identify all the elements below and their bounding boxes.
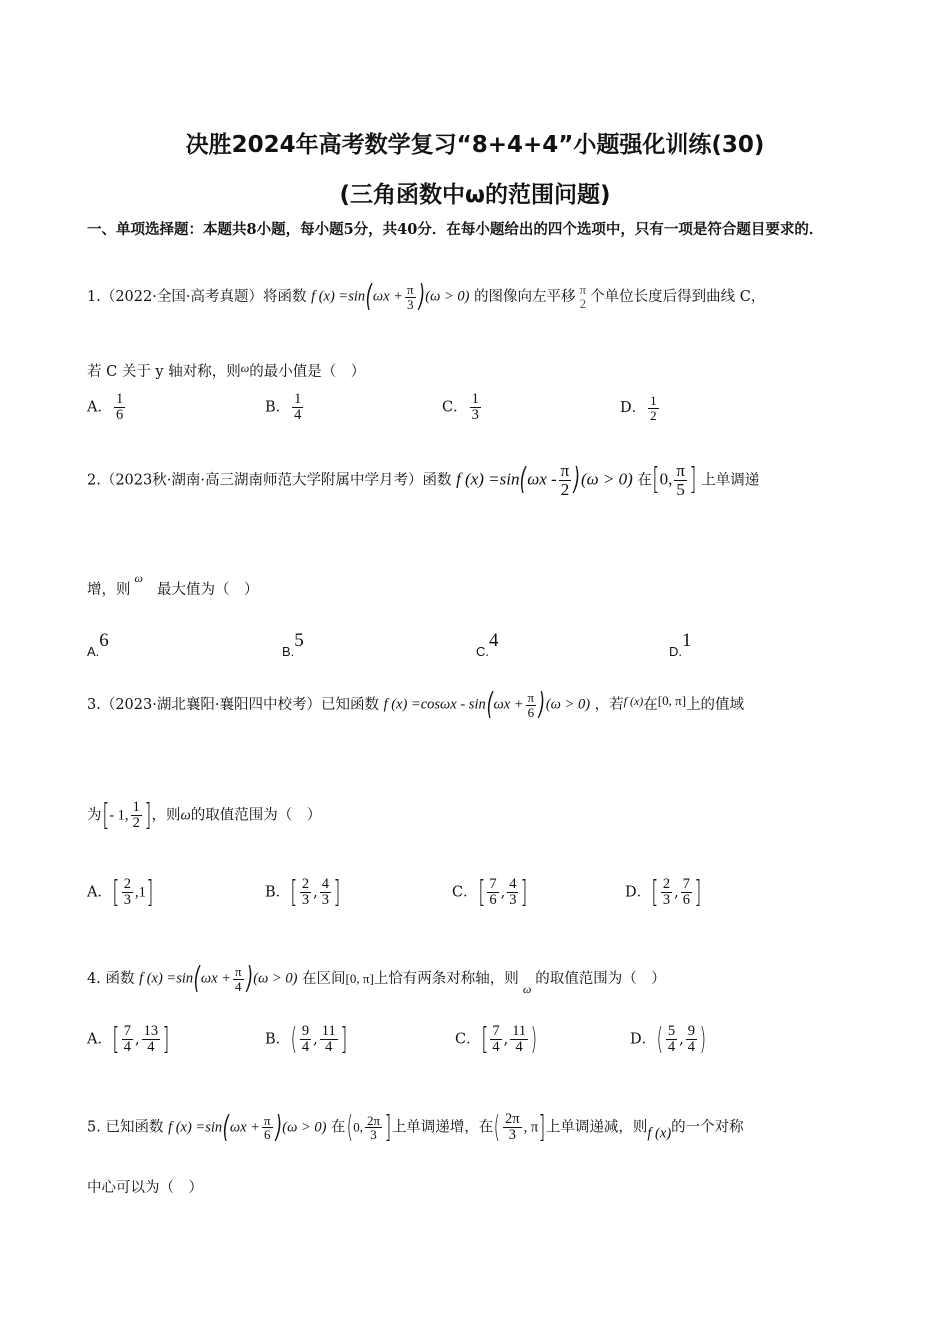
q4-function-formula: f (x) =sin(ωx + $\frac{\pi}{4}$ )(ω > 0) (139, 961, 298, 996)
q4-option-b[interactable]: B．( $\frac{9}{4}$ , $\frac{11}{4}$ ] (265, 1021, 348, 1057)
question-2-line-2: 增，则$^\omega$最大值为（ ） (87, 571, 259, 598)
q1-option-a[interactable]: A． $\frac{1}{6}$ (87, 391, 124, 424)
q1-function-formula: f (x) =sin(ωx + $\frac{\pi}{3}$ )(ω > 0) (311, 279, 470, 314)
page-subtitle: (三角函数中ω的范围问题) (339, 182, 611, 208)
q1-option-d[interactable]: D． $\frac{1}{2}$ (620, 393, 657, 423)
question-3-line-1: 3.（2023·湖北襄阳·襄阳四中校考）已知函数 f (x) =cosωx - sin(ωx + $\frac{\pi}{6}$ )(ω > 0) ，若$^{f (x)}$在[0, π]上的值域 (87, 687, 745, 722)
section-heading: 一、单项选择题：本题共8小题，每小题5分，共40分．在每小题给出的四个选项中，只有一项是符合题目要求的． (87, 221, 824, 238)
q2-option-a[interactable]: A.6 (87, 630, 109, 659)
question-3-line-2: 为[- 1, $\frac{1}{2}$ ]，则ω的取值范围为（ ） (87, 797, 322, 833)
q1-option-b[interactable]: B． $\frac{1}{4}$ (265, 391, 302, 424)
q3-option-a[interactable]: A．[ $\frac{2}{3}$ ,1] (87, 874, 154, 910)
q2-option-c[interactable]: C.4 (476, 630, 499, 659)
q5-function-formula: f (x) =sin(ωx + $\frac{\pi}{6}$ )(ω > 0) (168, 1109, 327, 1145)
q4-option-d[interactable]: D．( $\frac{5}{4}$ , $\frac{9}{4}$ ) (630, 1021, 707, 1057)
question-1-line-1: 1.（2022·全国·高考真题）将函数 f (x) =sin(ωx + $\frac{\pi}{3}$ )(ω > 0) 的图像向左平移 π 2 个单位长度后得到曲线 C， (87, 279, 766, 314)
question-2-line-1: 2.（2023秋·湖南·高三湖南师范大学附属中学月考）函数 f (x) =sin(ωx - $\frac{\pi}{2}$ )(ω > 0) 在[0, $\frac{\pi}{5}$ ] 上单调递 (87, 461, 760, 499)
q4-option-c[interactable]: C．[ $\frac{7}{4}$ , $\frac{11}{4}$ ) (455, 1021, 538, 1057)
q3-option-d[interactable]: D．[ $\frac{2}{3}$ , $\frac{7}{6}$ ] (625, 874, 702, 910)
question-5-line-2: 中心可以为（ ） (87, 1180, 203, 1196)
q2-option-b[interactable]: B.5 (282, 630, 304, 659)
q3-option-b[interactable]: B．[ $\frac{2}{3}$ , $\frac{4}{3}$ ] (265, 874, 341, 910)
q2-function-formula: f (x) =sin(ωx - $\frac{\pi}{2}$ )(ω > 0) (456, 461, 633, 499)
question-1-line-2: 若 C 关于 y 轴对称，则$^\omega$的最小值是（ ） (87, 361, 366, 380)
q3-option-c[interactable]: C．[ $\frac{7}{6}$ , $\frac{4}{3}$ ] (452, 874, 528, 910)
q4-option-a[interactable]: A．[ $\frac{7}{4}$ , $\frac{13}{4}$ ] (87, 1021, 170, 1057)
q1-option-c[interactable]: C． $\frac{1}{3}$ (442, 391, 479, 424)
q2-option-d[interactable]: D.1 (669, 630, 692, 659)
page-title: 决胜2024年高考数学复习“8+4+4”小题强化训练(30) (185, 132, 765, 158)
question-5-line-1: 5. 已知函数 f (x) =sin(ωx + $\frac{\pi}{6}$ )(ω > 0) 在(0, $\frac{2\pi}{3}$ ]上单调递增，在( $\frac{2\pi}{3}$ , π]上单调递减，则f (x)的一个对称 (87, 1109, 744, 1145)
q3-function-formula: f (x) =cosωx - sin(ωx + $\frac{\pi}{6}$ )(ω > 0) (383, 687, 591, 722)
question-4-line-1: 4. 函数 f (x) =sin(ωx + $\frac{\pi}{4}$ )(ω > 0) 在区间[0, π]上恰有两条对称轴，则$_\omega$的取值范围为（ ） (87, 961, 666, 996)
